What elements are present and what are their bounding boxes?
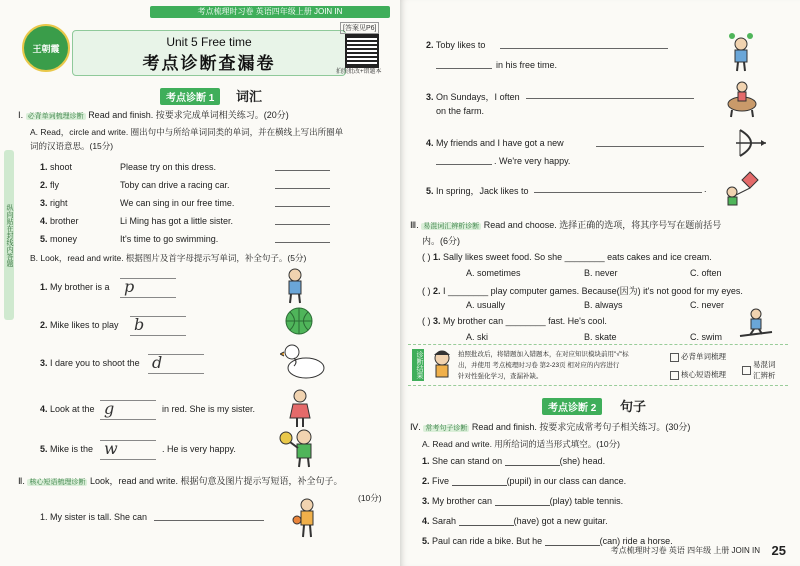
b-item-3 [40,358,140,368]
item-number: 4. [40,216,48,226]
brand-logo: 王朝霞 [22,24,70,72]
item-text: My brother can [432,496,493,506]
qr-caption: 拍照批改+错题本 [336,69,382,75]
part2-heading [18,474,343,487]
c-item-4-answer-line-b[interactable] [436,164,492,165]
page-footer: 考点梳理时习卷 英语 四年级 上册 JOIN IN [610,546,760,555]
a-item-3 [40,198,68,208]
section1-badge: 考点诊断 1 [160,88,220,105]
part2-item-1: 1. My sister is tall. She can [40,512,148,522]
part1-label: Ⅰ. [18,110,24,120]
a-item-2-answer-line[interactable] [275,188,330,189]
a-item-4-sentence[interactable]: Li Ming has got a little sister. [120,216,234,226]
mc-item-2 [422,284,743,297]
mc-item-3-option-b[interactable]: B. skate [584,332,617,342]
partB-instruction: B. Look，read and write. 根据图片及首字母提示写单词，补全句子。(5分) [30,253,307,263]
item-number: 1. [40,282,48,292]
item-number: 1. [40,162,48,172]
a-item-4 [40,216,79,226]
mc-item-2-option-a[interactable]: A. usually [466,300,506,310]
a-item-2 [40,180,59,190]
check-label: 核心短语梳理 [681,370,726,379]
a-item-1-sentence[interactable]: Please try on this dress. [120,162,217,172]
part4-heading [410,420,690,433]
item-number: 3. [40,358,48,368]
part2-item-1-answer-line[interactable] [154,520,264,521]
note-check-3[interactable] [742,359,777,381]
item-number: 2. [426,40,434,50]
item-text: I dare you to shoot the [50,358,140,368]
item-number: 1. [422,456,430,466]
part1-tag: 必背单词梳理诊断 [27,113,84,120]
d-item-5-blank[interactable] [545,537,600,546]
hint-letter: p [124,277,135,296]
binding-margin-note: 纵向贴在封线内答题 [4,150,14,320]
b-item-2-writing-box[interactable] [130,316,186,336]
hint-letter: b [134,315,145,334]
hint-letter: w [104,439,118,458]
item-hint: (have) got a new guitar. [513,516,608,526]
item-number: 3. [40,198,48,208]
item-hint: (she) head. [559,456,606,466]
a-item-1-answer-line[interactable] [275,170,330,171]
item-number: 5. [40,234,48,244]
answer-paren[interactable]: ( ) [422,286,431,296]
checkbox-icon[interactable] [670,371,679,380]
partA-instruction-line2: 词的汉语意思。(15分) [30,141,114,151]
part3-heading [410,218,721,231]
b-item-4-after: in red. She is my sister. [162,404,256,414]
running-header: 考点梳理时习卷 英语四年级上册 JOIN IN [150,6,390,18]
c-item-3-tail: on the farm. [436,106,485,116]
item-word: money [50,234,78,244]
item-number: 3. [433,316,441,326]
a-item-3-sentence[interactable]: We can sing in our free time. [120,198,235,208]
checkbox-icon[interactable] [742,366,751,375]
item-text: Paul can ride a bike. But he [432,536,543,546]
c-item-2-answer-line-a[interactable] [500,48,668,49]
b-item-1-writing-box[interactable] [120,278,176,298]
item-text: Five [432,476,450,486]
basketball-icon [284,306,314,336]
d-item-2 [422,476,626,486]
item-text: Mike is the [50,444,94,454]
item-number: 4. [422,516,430,526]
c-item-4-tail: . We're very happy. [494,156,571,166]
qr-code-icon[interactable] [345,34,379,68]
part3-label: Ⅲ. [410,220,419,230]
note-label: 诊断结果 [412,349,424,381]
section2-badge: 考点诊断 2 [542,398,602,415]
item-number: 5. [426,186,434,196]
mc-item-1-option-a[interactable]: A. sometimes [466,268,521,278]
mc-item-1-option-c[interactable]: C. often [690,268,722,278]
answer-paren[interactable]: ( ) [422,252,431,262]
part3-instruction-line2: 内。(6分) [422,236,460,246]
mc-item-1 [422,252,712,262]
answer-reference: [答案见P6] [340,22,379,34]
item-stem: I ________ play computer games. Because(因为) it's not good for my eyes. [443,286,743,296]
a-item-5-sentence[interactable]: It's time to go swimming. [120,234,219,244]
d-item-2-blank[interactable] [452,477,507,486]
note-line-2: 出，并使用 考点梳理时习卷 第2-23页 相对应的内容进行 [458,362,620,369]
item-number: 2. [40,180,48,190]
b-item-5-writing-box[interactable] [100,440,156,460]
hint-letter: g [104,399,115,418]
check-label: 必背单词梳理 [681,352,726,361]
item-text: She can stand on [432,456,503,466]
kite-boy-icon [720,170,760,210]
b-item-1 [40,282,110,292]
item-hint: (can) ride a horse. [599,536,673,546]
item-number: 2. [422,476,430,486]
item-number: 5. [422,536,430,546]
mc-item-3 [422,316,607,326]
item-word: fly [50,180,60,190]
item-number: 4. [426,138,434,148]
mc-item-2-option-c[interactable]: C. never [690,300,725,310]
d-item-4 [422,516,608,526]
part4-instruction: Read and finish. 按要求完成常考句子相关练习。(30分) [471,422,691,432]
a-item-5 [40,234,77,244]
note-check-1[interactable] [670,351,726,362]
part2-label: Ⅱ. [18,476,25,486]
item-number: 3. [426,92,434,102]
c-item-3 [426,90,520,103]
b-item-5 [40,444,93,454]
hint-letter: d [152,353,163,372]
a-item-1 [40,162,72,172]
item-number: 2. [40,320,48,330]
part2-tag: 核心短语梳理诊断 [29,479,86,486]
note-check-2[interactable] [670,369,726,380]
section2-title: 句子 [620,399,647,414]
item-hint: (play) table tennis. [549,496,624,506]
item-word: right [50,198,68,208]
item-text: Sarah [432,516,457,526]
a-item-3-answer-line[interactable] [275,206,330,207]
checkbox-icon[interactable] [670,353,679,362]
item-text: Toby likes to [435,40,486,50]
item-number: 3. [422,496,430,506]
part3-tag: 易混词汇辨析诊断 [423,223,480,230]
partA-instruction-line1: A. Read，circle and write. 圈出句中与所给单词同类的单词，并在横线上写出所圈单 [30,127,344,137]
b-item-2 [40,320,119,330]
d-item-1-blank[interactable] [505,457,560,466]
part3-instruction: Read and choose. 选择正确的选项，将其序号写在题前括号 [483,220,722,230]
item-word: brother [50,216,79,226]
bow-and-arrow-icon [734,126,768,160]
b-item-3-writing-box[interactable] [148,354,204,374]
diagnosis-note [408,344,788,386]
mc-item-3-option-c[interactable]: C. swim [690,332,722,342]
part2-instruction: Look，read and write. 根据句意及图片提示写短语，补全句子。 [89,476,343,486]
part4-label: Ⅳ. [410,422,421,432]
page-number: 25 [771,543,786,558]
answer-paren[interactable]: ( ) [422,316,431,326]
part4A-instruction: A. Read and write. 用所给词的适当形式填空。(10分) [422,439,620,449]
item-hint: (pupil) in our class can dance. [506,476,627,486]
section1-title: 词汇 [236,89,263,104]
a-item-5-answer-line[interactable] [275,242,330,243]
item-stem: My brother can ________ fast. He's cool. [443,316,607,326]
winner-boy-icon [278,428,322,468]
d-item-1 [422,456,605,466]
b-item-4 [40,404,95,414]
girl-icon [288,388,312,428]
a-item-4-answer-line[interactable] [275,224,330,225]
item-text: In spring，Jack likes to [436,186,529,196]
item-text: Look at the [50,404,95,414]
c-item-2-tail: in his free time. [496,60,558,70]
item-number: 2. [433,286,441,296]
c-item-4-answer-line-a[interactable] [596,146,704,147]
duck-icon [280,342,326,380]
right-page [400,0,800,566]
part1-heading [18,108,289,121]
item-text: My friends and I have got a new [436,138,564,148]
d-item-3 [422,496,623,506]
item-number: 5. [40,444,48,454]
pilot-boy-icon [282,268,308,304]
part2-score: (10分) [358,493,382,503]
c-item-5 [426,184,529,197]
c-item-2-answer-line-b[interactable] [436,68,492,69]
c-item-2 [426,40,485,50]
note-line-3: 针对性强化学习，查漏补缺。 [458,373,543,380]
mc-item-2-option-b[interactable]: B. always [584,300,623,310]
item-text: My brother is a [50,282,110,292]
part4-tag: 常考句子诊断 [425,425,468,432]
part1-instruction: Read and finish. 按要求完成单词相关练习。(20分) [88,110,289,120]
page-title: 考点诊断查漏卷 [142,54,276,74]
item-word: shoot [50,162,73,172]
horse-rider-icon [722,78,762,118]
item-stem: Sally likes sweet food. So she ________ eats cakes and ice cream. [443,252,712,262]
c-item-3-answer-line[interactable] [526,98,694,99]
item-text: On Sundays，I often [436,92,520,102]
item-text: Mike likes to play [50,320,119,330]
mascot-girl-icon [430,349,454,381]
mc-item-3-option-a[interactable]: A. ski [466,332,489,342]
mc-item-1-option-b[interactable]: B. never [584,268,618,278]
item-number: 4. [40,404,48,414]
item-number: 1. [433,252,441,262]
skier-icon [738,308,774,340]
c-item-5-answer-line[interactable] [534,192,702,193]
b-item-4-writing-box[interactable] [100,400,156,420]
c-item-4 [426,138,564,148]
title-banner [72,30,346,76]
b-item-5-after: . He is very happy. [162,444,236,454]
a-item-2-sentence[interactable]: Toby can drive a racing car. [120,180,230,190]
basketball-girl-icon [292,498,322,538]
check-label: 易混词汇辨析 [753,360,776,380]
d-item-3-blank[interactable] [495,497,550,506]
c-item-5-tail: . [704,184,707,194]
d-item-4-blank[interactable] [459,517,514,526]
juggling-boy-icon [726,32,756,72]
note-line-1: 拍照批改后，将错题加入错题本，在对应知识模块前用"√"标 [458,351,629,358]
unit-title: Unit 5 Free time [166,35,252,49]
